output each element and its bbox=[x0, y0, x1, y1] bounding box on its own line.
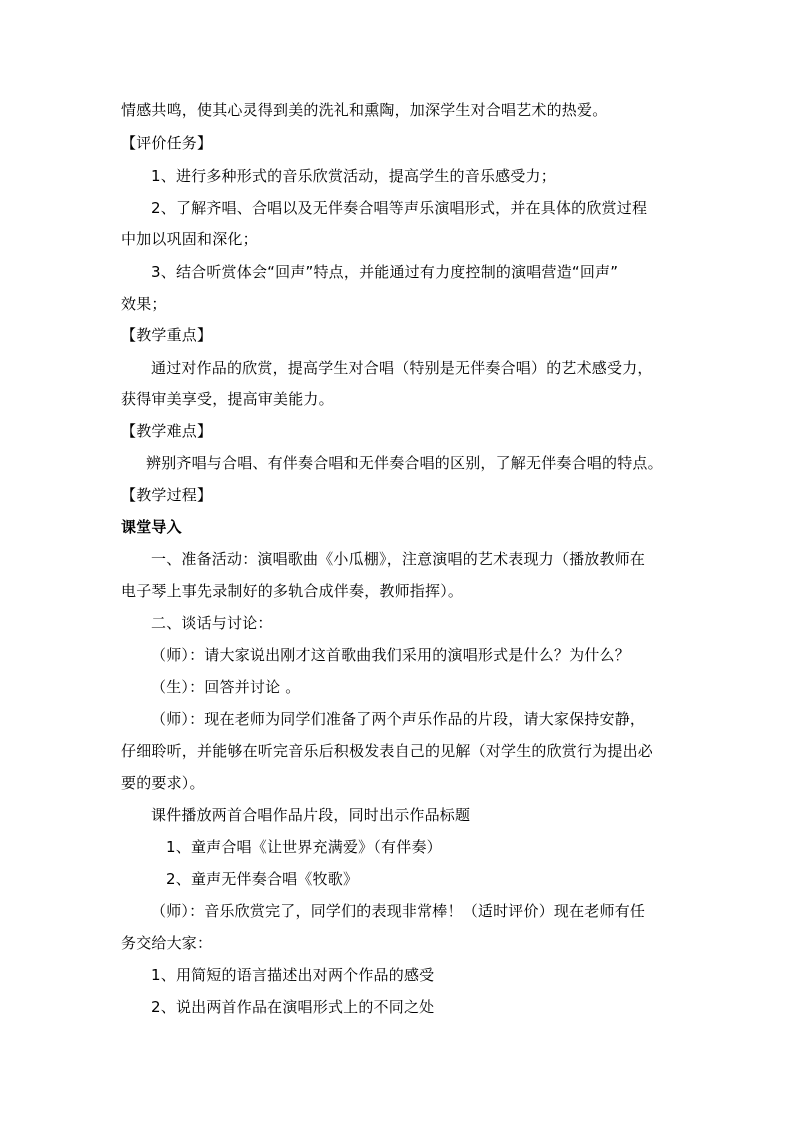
section-heading-process: 【教学过程】 bbox=[121, 486, 213, 504]
text-line: 中加以巩固和深化； bbox=[121, 230, 258, 248]
text-line: 二、谈话与讨论： bbox=[151, 614, 273, 632]
list-item: 1、童声合唱《让世界充满爱》（有伴奏） bbox=[166, 838, 442, 856]
text-line: 课件播放两首合唱作品片段，同时出示作品标题 bbox=[151, 806, 471, 824]
text-line: 一、准备活动：演唱歌曲《小瓜棚》，注意演唱的艺术表现力（播放教师在 bbox=[151, 550, 646, 568]
list-item: 2、童声无伴奏合唱《牧歌》 bbox=[166, 870, 359, 888]
text-line: 电子琴上事先录制好的多轨合成伴奏，教师指挥）。 bbox=[121, 582, 464, 600]
list-item: 1、用简短的语言描述出对两个作品的感受 bbox=[151, 966, 435, 984]
text-line: 辨别齐唱与合唱、有伴奏合唱和无伴奏合唱的区别，了解无伴奏合唱的特点。 bbox=[146, 454, 663, 472]
subheading-introduction: 课堂导入 bbox=[121, 518, 182, 536]
text-line: 1、进行多种形式的音乐欣赏活动，提高学生的音乐感受力； bbox=[151, 167, 556, 185]
text-line: （师）：现在老师为同学们准备了两个声乐作品的片段，请大家保持安静， bbox=[151, 710, 646, 728]
text-line: 获得审美享受，提高审美能力。 bbox=[121, 390, 334, 408]
text-line: 3、结合听赏体会“回声”特点，并能通过有力度控制的演唱营造“回声” bbox=[151, 263, 619, 281]
text-line: 仔细聆听，并能够在听完音乐后积极发表自己的见解（对学生的欣赏行为提出必 bbox=[121, 742, 654, 760]
text-line: 务交给大家： bbox=[121, 934, 213, 952]
text-line: 效果； bbox=[121, 295, 167, 313]
section-heading-key-points: 【教学重点】 bbox=[121, 326, 213, 344]
text-line: 情感共鸣，使其心灵得到美的洗礼和熏陶，加深学生对合唱艺术的热爱。 bbox=[121, 101, 608, 119]
text-line: （师）：音乐欣赏完了，同学们的表现非常棒！（适时评价）现在老师有任 bbox=[151, 902, 646, 920]
text-line: （师）：请大家说出刚才这首歌曲我们采用的演唱形式是什么？为什么？ bbox=[151, 646, 630, 664]
text-line: 2、了解齐唱、合唱以及无伴奏合唱等声乐演唱形式，并在具体的欣赏过程 bbox=[151, 199, 648, 217]
text-line: 通过对作品的欣赏，提高学生对合唱（特别是无伴奏合唱）的艺术感受力， bbox=[151, 359, 653, 377]
section-heading-evaluation: 【评价任务】 bbox=[121, 134, 213, 152]
text-line: 要的要求）。 bbox=[121, 774, 205, 792]
text-line: （生）：回答并讨论 。 bbox=[151, 678, 301, 696]
section-heading-difficulties: 【教学难点】 bbox=[121, 422, 213, 440]
list-item: 2、说出两首作品在演唱形式上的不同之处 bbox=[151, 998, 435, 1016]
